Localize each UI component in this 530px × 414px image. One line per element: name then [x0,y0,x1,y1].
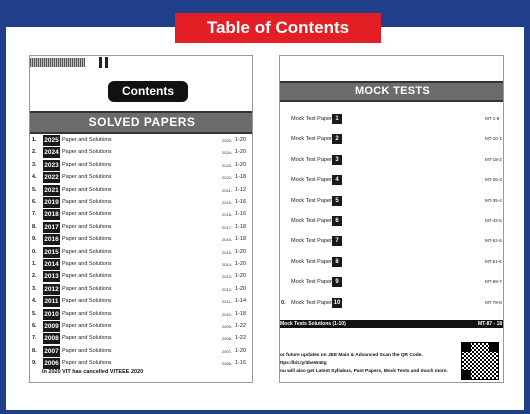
mock-number-badge: 1 [332,114,342,124]
page-range: 1-14 [235,298,247,305]
page-range: 1-20 [235,285,247,292]
row-label: Mock Test Paper [291,116,332,122]
page-range: 1-20 [235,149,247,156]
year-badge: 2024 [44,149,59,157]
page-code: 2013- [222,274,233,280]
mock-number-badge: 7 [332,236,342,246]
page-range: 1-20 [235,248,247,255]
mock-test-row[interactable] [280,298,504,310]
mock-number-badge: 9 [332,277,342,287]
page-code: 2009- [222,324,233,329]
row-label: Mock Test Paper [291,177,332,184]
solved-paper-row[interactable] [30,197,253,209]
year-badge: 2019 [44,199,59,206]
year-badge: 2023 [44,161,59,169]
row-number: 5. [32,186,37,193]
page-code: 2021- [222,187,233,193]
row-label: Paper and Solutions [62,360,112,367]
row-label: Mock Test Paper [291,258,332,265]
decorative-hatch [30,58,85,67]
mock-test-row[interactable] [280,236,504,248]
year-badge: 2013 [44,273,59,281]
row-number: 7. [32,335,37,342]
page-code: 2016- [222,237,233,243]
mock-test-row[interactable] [280,257,504,269]
solved-papers-heading: SOLVED PAPERS [30,111,253,134]
row-label: Paper and Solutions [62,161,112,168]
year-badge: 2006 [44,360,59,368]
row-label: Paper and Solutions [62,223,112,230]
mock-solutions-pages: MT-87 - 18 [478,321,503,327]
page-range: MT-52-6 [485,238,502,244]
page-title-banner: Table of Contents [175,13,381,43]
mock-number-badge: 10 [333,299,341,306]
mock-tests-heading: MOCK TESTS [280,81,504,102]
row-number: 4. [32,174,37,181]
row-label: Paper and Solutions [62,199,112,205]
solved-paper-row[interactable] [30,259,253,271]
page-range: MT-61-6 [485,258,502,264]
row-label: Paper and Solutions [62,149,112,156]
page-code: 2014- [222,262,233,267]
page-range: 1-20 [235,273,247,280]
mock-test-row[interactable] [280,196,504,208]
page-code: 2018- [222,212,233,218]
mock-test-row[interactable] [280,155,504,167]
row-number: 7. [32,211,37,218]
row-label: Mock Test Paper [291,136,332,143]
row-label: Paper and Solutions [62,347,112,354]
row-label: Paper and Solutions [62,186,112,193]
row-number: 3. [32,161,37,168]
page-range: 1-16 [235,199,247,205]
solved-paper-row[interactable] [30,284,253,296]
page-range: 1-18 [235,236,247,243]
page-code: 2025- [222,138,233,143]
page-range: 1-16 [235,360,247,367]
page-range: MT-10-1 [485,136,502,142]
year-badge: 2007 [44,347,59,355]
year-badge: 2016 [44,236,59,244]
year-badge: 2015 [44,248,59,256]
page-range: 1-20 [235,347,247,354]
row-label: Mock Test Paper [291,156,332,163]
row-label: Paper and Solutions [62,323,112,329]
page-code: 2006- [222,361,233,367]
solved-paper-row[interactable] [30,172,253,184]
page-code: 2024- [222,150,233,156]
row-label: Paper and Solutions [62,211,112,218]
row-label: Paper and Solutions [62,335,112,342]
year-badge: 2021 [44,186,59,194]
mock-number-badge: 5 [332,196,342,206]
right-page-mock-tests [279,55,504,383]
page-code: 2010- [222,311,233,317]
row-number: 9. [32,236,37,243]
solved-paper-row[interactable] [30,346,253,358]
solved-paper-row[interactable] [30,247,253,259]
page-range: MT-69-7 [485,279,502,285]
qr-code-icon[interactable] [461,342,499,380]
solved-paper-row[interactable] [30,234,253,246]
page-range: MT-1-9 [485,116,500,121]
row-label: Mock Test Paper [291,197,332,204]
row-number: 6. [32,323,37,329]
mock-test-row[interactable] [280,175,504,187]
page-code: 2011- [222,299,232,305]
mock-test-row[interactable] [280,216,504,228]
mock-test-row[interactable] [280,134,504,146]
mock-number-badge: 4 [332,175,342,185]
page-code: 2019- [222,200,233,205]
year-badge: 2010 [44,310,59,318]
mock-test-row[interactable] [280,114,504,126]
mock-test-row[interactable] [280,277,504,289]
qr-note-line: ou will also get Latest Syllabus, Past Papers, Mock Tests and much more. [280,369,448,374]
row-number: 0. [32,248,37,255]
page-range: 1-18 [235,174,247,181]
page-range: 1-20 [235,161,247,168]
page-range: 1-18 [235,223,247,230]
row-number: 5. [32,310,37,317]
row-label: Paper and Solutions [62,174,112,181]
year-badge: 2009 [44,323,59,330]
solved-paper-row[interactable] [30,321,253,333]
year-badge: 2011 [44,298,59,306]
page-code: 2023- [222,162,233,168]
row-label: Paper and Solutions [62,236,112,243]
page-range: MT-43-5 [485,218,502,223]
mock-solutions-label: Mock Tests Solutions (1-10) [280,321,346,327]
row-number: 0. [281,299,286,306]
page-range: MT-26-3 [485,177,502,183]
year-badge: 2017 [44,223,59,231]
row-label: Paper and Solutions [62,248,112,255]
solved-paper-row[interactable] [30,271,253,283]
row-number: 9. [32,360,37,367]
year-badge: 2018 [44,211,59,219]
left-page-solved-papers [29,55,253,383]
page-code: 2022- [222,175,233,181]
mock-number-badge: 3 [332,155,342,165]
mock-solutions-bar [280,320,504,328]
decorative-bar [99,57,102,68]
solved-paper-row[interactable] [30,333,253,345]
solved-paper-row[interactable] [30,185,253,197]
solved-paper-row[interactable] [30,309,253,321]
row-number: 1. [32,261,37,267]
qr-link[interactable]: ttps://bit.ly/3beW40g [280,361,327,366]
row-label: Paper and Solutions [62,137,112,143]
row-label: Paper and Solutions [62,261,112,267]
page-range: 1-22 [235,323,247,329]
row-number: 8. [32,223,37,230]
row-number: 2. [32,273,37,280]
year-badge: 2025 [44,137,59,144]
solved-paper-row[interactable] [30,147,253,159]
row-number: 4. [32,298,37,305]
page-code: 2012- [222,286,233,292]
page-code: 2008- [222,336,233,342]
row-label: Paper and Solutions [62,273,112,280]
page-range: 1-22 [235,335,247,342]
page-code: 2017- [222,224,233,230]
row-label: Mock Test Paper [291,218,332,224]
page-range: 1-20 [235,137,247,143]
row-label: Paper and Solutions [62,310,112,317]
row-number: 1. [32,137,37,143]
page-range: 1-20 [235,261,247,267]
solved-paper-row[interactable] [30,296,253,308]
row-label: Mock Test Paper [291,299,332,306]
page-range: 1-16 [235,211,247,218]
page-range: MT-35-4 [485,197,502,203]
decorative-bar [105,57,108,68]
page-range: MT-78-8 [485,299,502,305]
solved-paper-row[interactable] [30,160,253,172]
solved-paper-row[interactable] [30,135,253,147]
page-range: MT-18-2 [485,156,502,162]
year-badge: 2008 [44,335,59,343]
page-range: 1-12 [235,186,247,193]
mock-number-badge: 8 [332,257,342,267]
row-label: Paper and Solutions [62,298,112,305]
row-number: 2. [32,149,37,156]
mock-number-badge: 6 [332,216,342,226]
page-range: 1-18 [235,310,247,317]
year-badge: 2022 [44,174,59,182]
page-code: 2007- [222,348,233,354]
viteee-cancel-note: In 2020 VIT has cancelled VITEEE 2020 [42,369,144,375]
qr-note-line: or future updates on JEE Main & Advanced Scan the QR Code. [280,353,423,358]
row-label: Mock Test Paper [291,238,332,245]
row-number: 8. [32,347,37,354]
mock-number-badge: 2 [332,134,342,144]
row-label: Mock Test Paper [291,279,332,286]
contents-label: Contents [108,81,188,102]
row-number: 6. [32,199,37,205]
row-label: Paper and Solutions [62,285,112,292]
page-code: 2015- [222,249,233,255]
year-badge: 2012 [44,285,59,293]
solved-paper-row[interactable] [30,222,253,234]
solved-paper-row[interactable] [30,209,253,221]
year-badge: 2014 [44,261,59,268]
row-number: 3. [32,285,37,292]
